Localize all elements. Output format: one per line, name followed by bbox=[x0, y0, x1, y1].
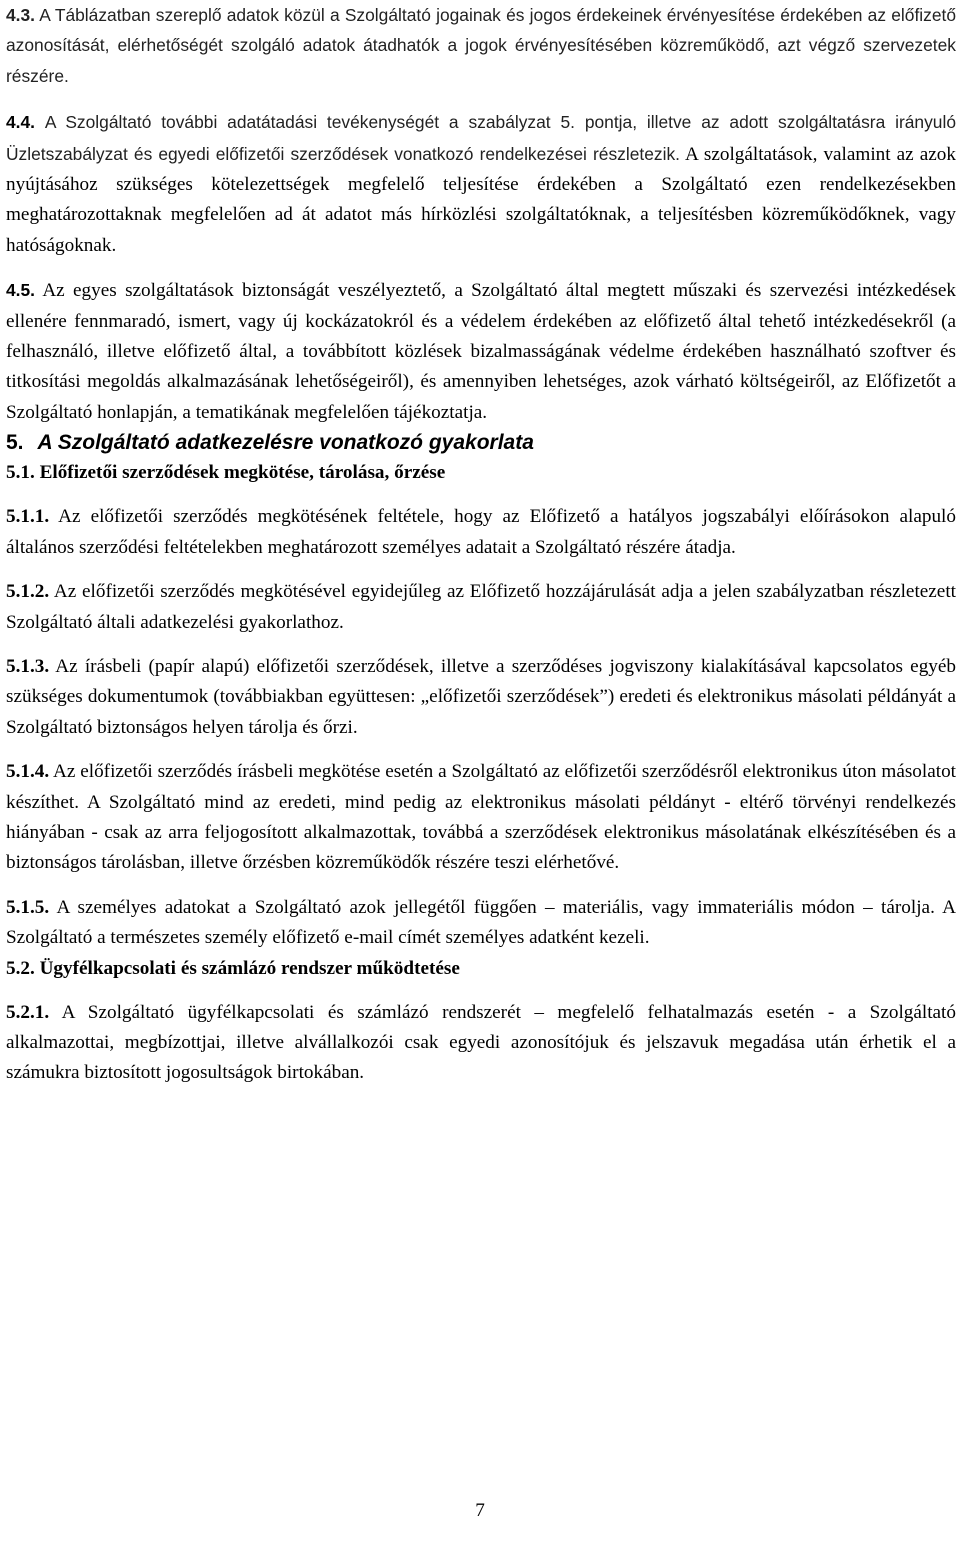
paragraph-text: Az előfizetői szerződés megkötésével egyidejűleg az Előfizető hozzájárulását adja a jelen szabályzatban részletezett Szolgáltató általi adatkezelési gyakorlathoz. bbox=[6, 581, 956, 633]
paragraph-number: 4.3. bbox=[6, 5, 36, 25]
paragraph-number: 4.4. bbox=[6, 112, 36, 133]
section-heading-5 bbox=[6, 428, 956, 458]
paragraph-number: 5.2.1. bbox=[6, 1001, 50, 1023]
paragraph-4-3 bbox=[6, 0, 956, 91]
paragraph-4-5 bbox=[6, 275, 956, 428]
heading-number: 5.2. bbox=[6, 957, 35, 979]
heading-number: 5. bbox=[6, 431, 24, 455]
paragraph-text-sans: A Szolgáltató további adatátadási tevékenységét a szabályzat 5. pontja, illetve az adott szolgáltatásra irányuló Üzletszabályzat és egyedi előfizetői szerződések vonatkozó rendelkezései részletezik. bbox=[6, 112, 956, 164]
paragraph-text: A Szolgáltató ügyfélkapcsolati és számlázó rendszerét – megfelelő felhatalmazás esetén - a Szolgáltató alkalmazottai, megbízottjai, illetve alvállalkozói csak egyedi azonosítójuk és jelszavuk megadása után érhetik el a számukra biztosított jogosultságok birtokában. bbox=[6, 1001, 956, 1084]
paragraph-5-1-4 bbox=[6, 757, 956, 879]
paragraph-number: 5.1.2. bbox=[6, 581, 50, 603]
paragraph-number: 5.1.1. bbox=[6, 506, 50, 528]
paragraph-5-1-1 bbox=[6, 502, 956, 563]
paragraph-text: A személyes adatokat a Szolgáltató azok jellegétől függően – materiális, vagy immateriális módon – tárolja. A Szolgáltató a természetes személy előfizető e-mail címét személyes adatként kezeli. bbox=[6, 896, 956, 949]
paragraph-text: Az írásbeli (papír alapú) előfizetői szerződések, illetve a szerződéses jogviszony kialakításával kapcsolatos egyéb szükséges dokumentumok (továbbiakban együttesen: „előfizetői szerződések”) eredeti és elektronikus másolati példányát a Szolgáltató biztonságos helyen tárolja és őrzi. bbox=[6, 655, 956, 738]
paragraph-number: 5.1.4. bbox=[6, 761, 50, 783]
paragraph-4-4 bbox=[6, 107, 956, 261]
paragraph-text: A szolgáltatások, valamint az azok nyújtásához szükséges kötelezettségek megfelelő teljesítése érdekében a Szolgáltató ezen rendelkezésekben meghatározottaknak megfelelően ad át adatot más hírközlési szolgáltatóknak, a teljesítésben közreműködőknek, vagy hatóságoknak. bbox=[6, 143, 956, 256]
paragraph-number: 4.5. bbox=[6, 280, 36, 301]
heading-number: 5.1. bbox=[6, 462, 35, 484]
paragraph-number: 5.1.5. bbox=[6, 896, 50, 918]
paragraph-5-1-2 bbox=[6, 577, 956, 638]
heading-title: Előfizetői szerződések megkötése, tárolása, őrzése bbox=[39, 462, 446, 484]
subsection-heading-5-2 bbox=[6, 954, 956, 984]
heading-title: A Szolgáltató adatkezelésre vonatkozó gyakorlata bbox=[37, 431, 534, 455]
paragraph-text: Az egyes szolgáltatások biztonságát veszélyeztető, a Szolgáltató által megtett műszaki és szervezési intézkedések ellenére fennmaradó, ismert, vagy új kockázatokról és a védelem érdekében az előfizető által tehető intézkedésekről (a felhasználó, illetve előfizető által, a továbbított közlések bizalmasságának védelme érdekében használható szoftver és titkosítási megoldás alkalmazásának lehetőségeiről), és amennyiben lehetséges, azok várható költségeiről, az Előfizetőt a Szolgáltató honlapján, a tematikának megfelelően tájékoztatja. bbox=[6, 280, 956, 423]
paragraph-text: A Táblázatban szereplő adatok közül a Szolgáltató jogainak és jogos érdekeinek érvényesítése érdekében az előfizető azonosítását, elérhetőségét szolgáló adatok átadhatók a jogok érvényesítésében közreműködő, azt végző szervezetek részére. bbox=[6, 5, 957, 86]
paragraph-5-2-1 bbox=[6, 998, 956, 1089]
paragraph-text: Az előfizetői szerződés megkötésének feltétele, hogy az Előfizető a hatályos jogszabályi előírásokon alapuló általános szerződési feltételekben meghatározott személyes adatait a Szolgáltató részére átadja. bbox=[6, 506, 956, 558]
paragraph-5-1-3 bbox=[6, 652, 956, 743]
paragraph-5-1-5 bbox=[6, 893, 956, 954]
heading-title: Ügyfélkapcsolati és számlázó rendszer működtetése bbox=[39, 957, 460, 979]
document-page bbox=[6, 0, 956, 1089]
subsection-heading-5-1 bbox=[6, 458, 956, 488]
paragraph-number: 5.1.3. bbox=[6, 655, 50, 677]
page-number: 7 bbox=[475, 1500, 485, 1521]
paragraph-text: Az előfizetői szerződés írásbeli megkötése esetén a Szolgáltató az előfizetői szerződésről elektronikus úton másolatot készíthet. A Szolgáltató mind az eredeti, mind pedig az elektronikus másolati példányt - eltérő törvényi rendelkezés hiányában - csak az arra feljogosított alkalmazottak, továbbá a szerződések elektronikus másolatának elkészítésében és a biztonságos tárolásban, illetve őrzésben közreműködők részére teszi elérhetővé. bbox=[6, 761, 956, 874]
